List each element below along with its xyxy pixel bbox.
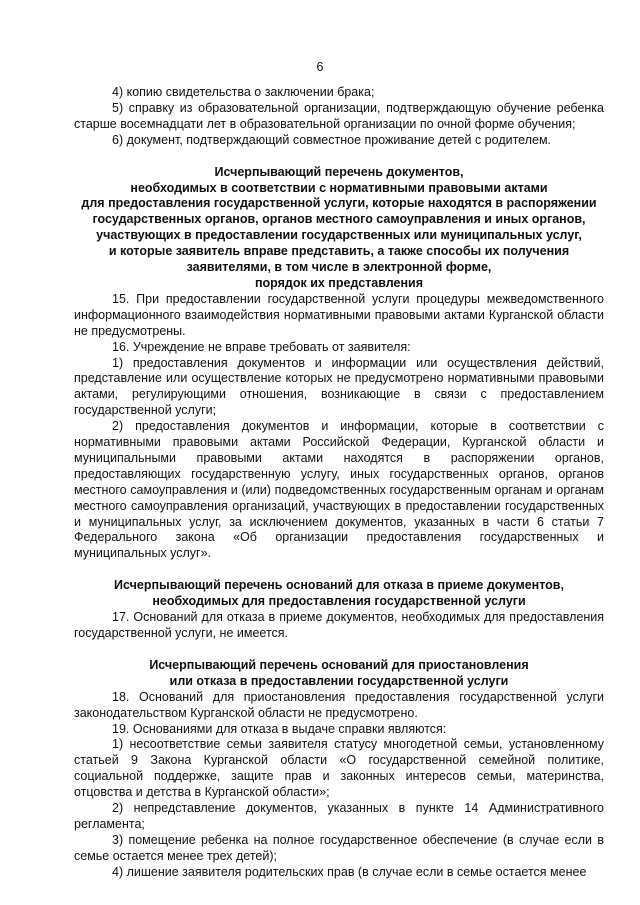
paragraph: 15. При предоставлении государственной услуги процедуры межведомственного информационного взаимодействия нормативными правовыми актами Курганской области не предусмотрены. <box>74 291 604 338</box>
paragraph: 19. Основаниями для отказа в выдаче справки являются: <box>112 721 447 736</box>
section-heading-refusal-acceptance <box>74 578 604 610</box>
section-heading-suspension <box>74 658 604 690</box>
heading-line: участвующих в предоставлении государственных или муниципальных услуг, <box>96 228 582 243</box>
heading-line: государственных органов, органов местного самоуправления и иных органов, <box>92 212 586 227</box>
paragraph: 3) помещение ребенка на полное государственное обеспечение (в случае если в семье остается менее трех детей); <box>74 832 604 863</box>
page-number: 6 <box>316 60 324 74</box>
section-heading-documents <box>74 165 604 292</box>
heading-line: необходимых для предоставления государственной услуги <box>152 594 526 609</box>
heading-line: порядок их представления <box>254 275 424 290</box>
paragraph: 2) предоставления документов и информации, которые в соответствии с нормативными правовыми актами Российской Федерации, Курганской области и муниципальными правовыми актами находятся в распоряжении органов, предоставляющих государственную услугу, иных государственных органов, органов местного самоуправления и (или) подведомственных государственным органам и органам местного самоуправления организаций, участвующих в предоставлении государственных и муниципальных услуг, за исключением документов, указанных в части 6 статьи 7 Федерального закона «Об организации предоставления государственных и муниципальных услуг». <box>74 419 604 561</box>
document-body <box>74 85 604 881</box>
heading-line: необходимых в соответствии с нормативными правовыми актами <box>130 180 548 195</box>
heading-line: для предоставления государственной услуги, которые находятся в распоряжении <box>81 196 597 211</box>
heading-line: или отказа в предоставлении государственной услуги <box>169 673 509 688</box>
list-item: 5) справку из образовательной организации, подтверждающую обучение ребенка старше восемнадцати лет в образовательной организации по очной форме обучения; <box>74 100 604 131</box>
paragraph: 18. Оснований для приостановления предоставления государственной услуги законодательством Курганской области не предусмотрено. <box>74 689 604 720</box>
heading-line: Исчерпывающий перечень документов, <box>214 164 464 179</box>
paragraph: 4) лишение заявителя родительских прав (в случае если в семье остается менее <box>112 864 587 879</box>
paragraph: 2) непредставление документов, указанных в пункте 14 Административного регламента; <box>74 801 604 831</box>
heading-line: Исчерпывающий перечень оснований для приостановления <box>149 657 529 672</box>
list-item: 4) копию свидетельства о заключении брака; <box>112 85 375 99</box>
heading-line: и которые заявитель вправе представить, а также способы их получения <box>108 244 570 259</box>
heading-line: Исчерпывающий перечень оснований для отказа в приеме документов, <box>114 578 564 593</box>
paragraph: 1) предоставления документов и информации или осуществления действий, представление или осуществление которых не предусмотрено нормативными правовыми актами, регулирующими отношения, возникающие в связи с предоставлением государственной услуги; <box>74 355 604 418</box>
paragraph: 16. Учреждение не вправе требовать от заявителя: <box>112 339 411 354</box>
heading-line: заявителями, в том числе в электронной форме, <box>186 260 492 275</box>
list-item: 6) документ, подтверждающий совместное проживание детей с родителем. <box>112 132 552 147</box>
paragraph: 17. Оснований для отказа в приеме документов, необходимых для предоставления государственной услуги, не имеется. <box>74 610 604 640</box>
paragraph: 1) несоответствие семьи заявителя статусу многодетной семьи, установленному статьей 9 Закона Курганской области «О государственной семейной политике, социальной поддержке, защите прав и законных интересов семьи, материнства, отцовства и детства в Курганской области»; <box>74 737 604 800</box>
